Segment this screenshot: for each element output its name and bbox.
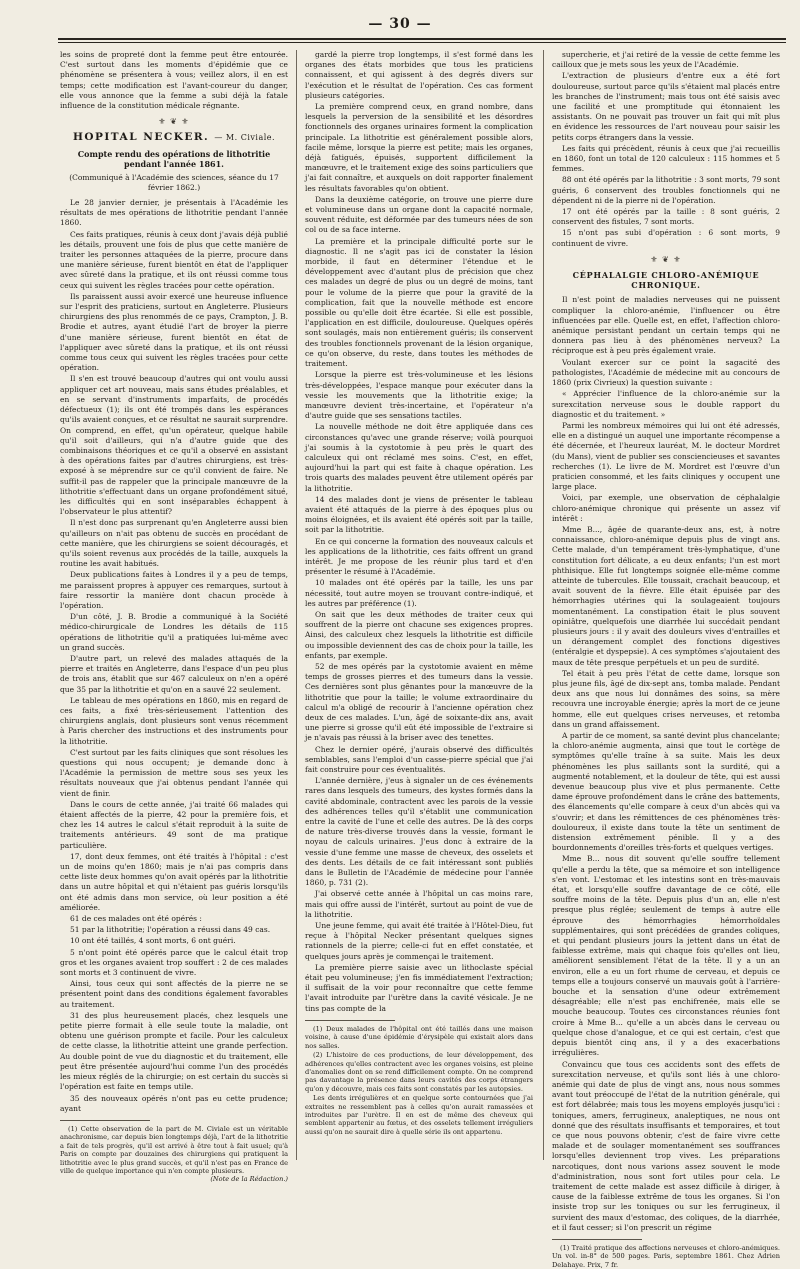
paragraph: 15 n'ont pas subi d'opération : 6 sont morts, 9 continuent de vivre. [552, 228, 780, 248]
column-middle [305, 50, 533, 1168]
paragraph: 35 des nouveaux opérés n'ont pas eu cette prudence; ayant [60, 1093, 288, 1113]
paragraph: Il n'est donc pas surprenant qu'en Angleterre aussi bien qu'ailleurs on n'ait pas obtenu de succès en procédant de cette manière, que les chirurgiens se soient découragés, et qu'ils soient revenus aux procédés de la taille, auxquels la routine les avait habitués. [60, 518, 288, 569]
paragraph-list [305, 50, 533, 1014]
paragraph: Ainsi, tous ceux qui sont affectés de la pierre ne se présentent point dans des conditions également favorables au traitement. [60, 979, 288, 1009]
footnote-text: (1) Cette observation de la part de M. Civiale est un véritable anachronisme, car depuis bien longtemps déjà, l'art de la lithotritie a fait de tels progrès, qu'il est arrivé à être tout à fait usuel; qu'à Paris on compte par douzaines des chirurgiens qui pratiquent la lithotritie avec le plus grand succès, et qu'il n'est pas en France de ville de quelque importance qui n'en compte plusieurs. [60, 1124, 288, 1175]
paragraph: C'est surtout par les faits cliniques que sont résolues les questions qui nous occupent; je demande donc à l'Académie la permission de mettre sous ses yeux les résultats nouveaux que j'ai obtenus pendant l'année qui vient de finir. [60, 747, 288, 798]
section-title [60, 132, 288, 143]
paragraph: A partir de ce moment, sa santé devint plus chancelante; la chloro-anémie augmenta, ainsi que tout le cortège de symptômes qu'elle traîne à sa suite. Mais les deux phénomènes les plus saillants sont la surdité, qui a augmenté notablement, et la douleur de tête, qui est aussi devenue beaucoup plus vive et plus permanente. Cette dame éprouve profondément dans le crâne des battements, des élancements qu'elle compare à ceux d'un abcès qui va s'ouvrir; et dans les rémittences de ces phénomènes très-douloureux, il existe dans toute la tête un sentiment de distension extrêmement pénible. Il y a des bourdonnements d'oreilles très-forts et quelques vertiges. [552, 731, 780, 853]
header-rule [58, 38, 786, 40]
paragraph: Il s'en est trouvé beaucoup d'autres qui ont voulu aussi appliquer cet art nouveau, mais sans études préalables, et en se servant d'instruments imparfaits, de procédés défectueux (1); ils ont été trompés dans les espérances qu'ils avaient conçues, et ce résultat ne saurait surprendre. On comprend, en effet, qu'un opérateur, quelque habile qu'il soit d'ailleurs, qui n'a d'autre guide que des combinaisons théoriques et ce qu'il a observé en assistant à des opérations faites par d'autres chirurgiens, est très-exposé à se méprendre sur ce qu'il convient de faire. Ne suffit-il pas de rappeler que la principale manœuvre de la lithotritie s'effectuant dans un organe profondément situé, les difficultés qui en sont inséparables échappent à l'observateur le plus attentif? [60, 374, 288, 517]
paragraph: 10 ont été taillés, 4 sont morts, 6 ont guéri. [70, 936, 236, 946]
header-rule-thin [58, 42, 786, 43]
footnote [60, 1124, 288, 1184]
paragraph: La nouvelle méthode ne doit être appliquée dans ces circonstances qu'avec une grande réserve; voilà pourquoi j'ai soumis à la cystotomie à peu près le quart des calculeux qui ont réclamé mes soins. C'est, en effet, aujourd'hui la part qui est faite à chaque opération. Les trois quarts des malades peuvent être utilement opérés par la lithotritie. [305, 422, 533, 493]
footnote-rule [60, 1120, 150, 1121]
paragraph: La première pierre saisie avec un lithoclaste spécial était peu volumineuse; j'en fis immédiatement l'extraction; il suffisait de la voir pour reconnaître que cette femme l'avait introduite par l'urètre dans la cavité vésicale. Je ne tins pas compte de la [305, 962, 533, 1013]
column-separator [543, 50, 544, 1160]
paragraph: 31 des plus heureusement placés, chez lesquels une petite pierre formait à elle seule toute la maladie, ont obtenu une guérison prompte et facile. Pour les calculeux de cette classe, la lithotritie atteint une grande perfection. Au double point de vue du diagnostic et du traitement, elle peut être présentée aujourd'hui comme l'un des procédés les mieux réglés de la chirurgie; on est certain du succès si l'opération est faite en temps utile. [60, 1010, 288, 1092]
paragraph: 51 par la lithotritie; l'opération a réussi dans 49 cas. [70, 925, 271, 935]
paragraph: Voulant exercer sur ce point la sagacité des pathologistes, l'Académie de médecine mit au concours de 1860 (prix Civrieux) la question suivante : [552, 357, 780, 388]
paragraph: gardé la pierre trop longtemps, il s'est formé dans les organes des états morbides que tous les praticiens connaissent, et qui agissent à des degrés divers sur l'exécution et le résultat de l'opération. Ces cas forment plusieurs catégories. [305, 50, 533, 100]
ornament-divider: ⚜ ❦ ⚜ [650, 254, 682, 264]
footnote: (1) Traité pratique des affections nerveuses et chloro-anémiques. Un vol. in-8° de 500 pages. Paris, septembre 1861. Chez Adrien Delahaye. Prix, 7 fr. [552, 1243, 780, 1269]
paragraph: Le 28 janvier dernier, je présentais à l'Académie les résultats de mes opérations de lithotritie pendant l'année 1860. [60, 198, 288, 228]
paragraph: D'un côté, J. B. Brodie a communiqué à la Société médico-chirurgicale de Londres les détails de 115 opérations de lithotritie qu'il a pratiquées lui-même avec un grand succès. [60, 612, 288, 652]
paragraph: Ces faits pratiques, réunis à ceux dont j'avais déjà publié les détails, prouvent une fois de plus que cette manière de traiter les personnes attaquées de la pierre, procure dans une manière sérieuse, furent bientôt en état de l'appliquer avec sûreté dans la pratique, et ils ont réussi comme tous ceux qui suivent les règles tracées pour cette opération. [60, 229, 288, 290]
footnote-rule [552, 1239, 642, 1240]
footnote-list [305, 1025, 533, 1136]
column-left [60, 50, 288, 1184]
paragraph: Les faits qui précèdent, réunis à ceux que j'ai recueillis en 1860, font un total de 120 calculeux : 115 hommes et 5 femmes. [552, 143, 780, 174]
paragraph: L'année dernière, j'eus à signaler un de ces événements rares dans lesquels des tumeurs, des kystes formés dans la cavité abdominale, contractent avec les parois de la vessie des adhérences telles qu'il s'établit une communication entre la cavité de l'une et celle des autres. De là des corps de nature très-diverse trouvés dans la vessie, formant le noyau de calculs urinaires. J'eus donc à extraire de la vessie d'une femme une masse de cheveux, des osselets et des dents. Les détails de ce fait intéressant sont publiés dans le Bulletin de l'Académie de médecine pour l'année 1860, p. 731 (2). [305, 776, 533, 888]
paragraph-list [552, 295, 780, 1232]
paragraph-list [552, 50, 780, 249]
paragraph: Une jeune femme, qui avait été traitée à l'Hôtel-Dieu, fut reçue à l'hôpital Necker présentant quelques signes rationnels de la pierre; celle-ci fut en effet constatée, et quelques jours après je commençai le traitement. [305, 921, 533, 961]
section-subtitle: Compte rendu des opérations de lithotritie pendant l'année 1861. [77, 148, 271, 169]
paragraph: les soins de propreté dont la femme peut être entourée. C'est surtout dans les moments d'épidémie que ce phénomène se présentera à vous; veillez alors, il en est temps; cette modification est l'avant-coureur du danger, elle vous annonce que la femme a subi déjà la fatale influence de la constitution médicale régnante. [60, 50, 288, 111]
paragraph: « Apprécier l'influence de la chloro-anémie sur la surexcitation nerveuse sous le double rapport du diagnostic et du traitement. » [552, 389, 780, 419]
section-title: CÉPHALALGIE CHLORO-ANÉMIQUE CHRONIQUE. [572, 270, 760, 291]
paragraph: On sait que les deux méthodes de traiter ceux qui souffrent de la pierre ont chacune ses exigences propres. Ainsi, des calculeux chez lesquels la lithotritie est difficile ou impossible deviennent des cas de choix pour la taille, les enfants, par exemple. [305, 609, 533, 660]
column-right [552, 50, 780, 1269]
footnote-signature: (Note de la Rédaction.) [210, 1175, 288, 1184]
paragraph: Mme B..., âgée de quarante-deux ans, est, à notre connaissance, chloro-anémique depuis plus de vingt ans. Cette malade, d'un tempérament très-lymphatique, d'une constitution fort délicate, a eu deux enfants; l'un est mort phthisique. Elle fut longtemps soignée elle-même comme atteinte de tubercules. Elle toussait, crachait beaucoup, et avait souvent de la fièvre. Elle était épuisée par des hémorrhagies utérines qui la soulageaient toujours momentanément. La constipation était le plus souvent opiniâtre, quelquefois une diarrhée lui succédait pendant plusieurs jours : il y avait des douleurs vives d'entrailles et un dérangement complet des fonctions digestives (entéralgie et dyspepsie). A ces symptômes s'ajoutaient des maux de tête presque perpétuels et un peu de surdité. [552, 524, 780, 667]
paragraph: Dans le cours de cette année, j'ai traité 66 malades qui étaient affectés de la pierre, 42 pour la première fois, et chez les 14 autres le calcul s'était reproduit à la suite de traitements antérieurs. 49 sont de ma pratique particulière. [60, 799, 288, 850]
footnote: Les dents irrégulières et en quelque sorte contournées que j'ai extraites ne ressemblent pas à celles qu'on aurait ramassées et introduites par l'urètre. Il en est de même des cheveux qui semblent appartenir au fœtus, et des osselets tellement irréguliers aussi qu'on ne saurait dire à quelle série ils ont appartenu. [305, 1094, 533, 1136]
paragraph: En ce qui concerne la formation des nouveaux calculs et les applications de la lithotritie, ces faits offrent un grand intérêt. Je me propose de les réunir plus tard et d'en présenter le résumé à l'Académie. [305, 536, 533, 577]
paragraph: Le tableau de mes opérations en 1860, mis en regard de ces faits, a fixé très-sérieusement l'attention des chirurgiens anglais, dont plusieurs sont venus récemment à Paris chercher des instructions et des instruments pour la lithotritie. [60, 695, 288, 746]
footnote: (1) Deux malades de l'hôpital ont été taillés dans une maison voisine, à cause d'une épidémie d'érysipèle qui existait alors dans nos salles. [305, 1024, 533, 1050]
paragraph-list [60, 198, 288, 1114]
section-title-text: HOPITAL NECKER. [72, 131, 210, 144]
paragraph: 5 n'ont point été opérés parce que le calcul était trop gros et les organes avaient trop souffert : 2 de ces malades sont morts et 3 continuent de vivre. [60, 947, 288, 978]
paragraph: 17, dont deux femmes, ont été traités à l'hôpital : c'est un de moins qu'en 1860; mais je n'ai pas compris dans cette liste deux hommes qu'on avait opérés par la lithotritie dans un autre hôpital et qui n'étaient pas guéris lorsqu'ils ont été admis dans mon service, où leur position a été améliorée. [60, 851, 288, 912]
footnote: (2) L'histoire de ces productions, de leur développement, des adhérences qu'elles contractent avec les organes voisins, est pleine d'anomalies dont on se rend difficilement compte. On ne comprend pas davantage la présence dans leurs cavités des corps étrangers qu'on y découvre, mais ces faits sont constatés par les autopsies. [305, 1051, 533, 1093]
paragraph: J'ai observé cette année à l'hôpital un cas moins rare, mais qui offre aussi de l'intérêt, surtout au point de vue de la lithotritie. [305, 889, 533, 919]
paragraph: La première comprend ceux, en grand nombre, dans lesquels la perversion de la sensibilité et les désordres fonctionnels des organes urinaires forment la complication principale. La lithotritie est généralement possible alors, facile même, lorsque la pierre est petite; mais les organes, déjà fatigués, épuisés, supportent difficilement la manœuvre, et le traitement exige des soins particuliers que j'ai fait connaître, et auxquels on doit rapporter finalement les résultats favorables qu'on obtient. [305, 102, 533, 193]
paragraph: Dans la deuxième catégorie, on trouve une pierre dure et volumineuse dans un organe dont la capacité normale, souvent réduite, est déformée par des tumeurs nées de son col ou de sa face interne. [305, 194, 533, 235]
paragraph: L'extraction de plusieurs d'entre eux a été fort douloureuse, surtout parce qu'ils s'étaient mal placés entre les branches de l'instrument; mais tous ont été saisis avec une facilité et une promptitude qui étonnaient les assistants. On ne pouvait pas trouver un fait qui mît plus en évidence les ressources de l'art nouveau pour saisir les petits corps étrangers dans la vessie. [552, 71, 780, 142]
paragraph: Tel était à peu près l'état de cette dame, lorsque son plus jeune fils, âgé de dix-sept ans, tomba malade. Pendant deux ans que nous lui donnâmes des soins, sa mère recouvra une incroyable énergie; après la mort de ce jeune homme, elle eut quelques crises nerveuses, et retomba dans un grand affaissement. [552, 668, 780, 729]
paragraph: 14 des malades dont je viens de présenter le tableau avaient été attaqués de la pierre à des époques plus ou moins éloignées, et ils avaient été opérés soit par la taille, soit par la lithotritie. [305, 494, 533, 535]
paragraph: Convaincu que tous ces accidents sont des effets de surexcitation nerveuse, et qu'ils sont liés à une chloro-anémie qui date de plus de vingt ans, nous nous sommes avant tout préoccupé de l'état de la nutrition générale, qui est fort délabrée; mais tous les moyens employés jusqu'ici : toniques, amers, ferrugineux, analeptiques, ne nous ont donné que des résultats insuffisants et temporaires, et tout ce que nous pouvons obtenir, c'est de faire vivre cette malade et de soulager momentanément ses souffrances lorsqu'elles deviennent trop vives. Les préparations narcotiques, dont nous varions assez souvent le mode d'administration, nous sont fort utiles pour cela. Le traitement de cette malade est assez difficile à diriger, à cause de la faiblesse extrême de tous les organes. Si l'on insiste trop sur les toniques ou sur les ferrugineux, il survient des maux d'estomac, des coliques, de la diarrhée, et il faut cesser; si l'on prescrit un régime [552, 1059, 780, 1232]
paragraph: 88 ont été opérés par la lithotritie : 3 sont morts, 79 sont guéris, 6 conservent des troubles fonctionnels qui ne dépendent ni de la pierre ni de l'opération. [552, 175, 780, 205]
paragraph: Mme B... nous dit souvent qu'elle souffre tellement qu'elle a perdu la tête, que sa mémoire et son intelligence s'en vont. L'estomac et les intestins sont en très-mauvais état, et lorsqu'elle souffre davantage de ce côté, elle souffre moins de la tête. Depuis plus d'un an, elle n'est presque plus réglée; seulement de temps à autre elle éprouve des hémorrhagies hémorrhoïdales supplémentaires, qui sont précédées de grandes coliques, et qui pendant plusieurs jours la jettent dans un état de faiblesse extrême, mais qui chaque fois qu'elles ont lieu, améliorent sensiblement l'état de la tête. Il y a un an environ, elle a eu un fort rhume de cerveau, et depuis ce temps elle a toujours conservé un mauvais goût à l'arrière-bouche et la sensation d'une odeur extrêmement désagréable; elle n'est pas enchifrenée, mais elle se mouche beaucoup. Toutes ces circonstances réunies font croire à Mme B... qu'elle a un abcès dans le cerveau ou quelque chose d'analogue, et ce qui est certain, c'est que depuis bientôt cinq ans, il y a des exacerbations irrégulières. [552, 854, 780, 1058]
footnote-rule [305, 1020, 395, 1021]
paragraph: Ils paraissent aussi avoir exercé une heureuse influence sur l'esprit des praticiens, surtout en Angleterre. Plusieurs chirurgiens des plus renommés de ce pays, Crampton, J. B. Brodie et autres, ayant étudié l'art de broyer la pierre d'une manière sérieuse, furent bientôt en état de l'appliquer avec sûreté dans la pratique, et ils ont réussi comme tous ceux qui suivent les règles tracées pour cette opération. [60, 291, 288, 373]
paragraph: Chez le dernier opéré, j'aurais observé des difficultés semblables, sans l'emploi d'un casse-pierre spécial que j'ai fait construire pour ces éventualités. [305, 744, 533, 775]
paragraph: supercherie, et j'ai retiré de la vessie de cette femme les cailloux que je mets sous les yeux de l'Académie. [552, 50, 780, 70]
paragraph: Lorsque la pierre est très-volumineuse et les lésions très-développées, l'espace manque pour exécuter dans la vessie les mouvements que la lithotritie exige; la manœuvre devient très-incertaine, et l'opérateur n'a d'autre guide que ses sensations tactiles. [305, 370, 533, 421]
paragraph: Voici, par exemple, une observation de céphalalgie chloro-anémique chronique qui présente un assez vif intérêt : [552, 493, 780, 523]
paragraph: 52 de mes opérés par la cystotomie avaient en même temps de grosses pierres et des tumeurs dans la vessie. Ces dernières sont plus gênantes pour la manœuvre de la lithotritie que pour la taille; le volume extraordinaire du calcul m'a obligé de recourir à l'ancienne opération chez deux de ces malades. L'un, âgé de soixante-dix ans, avait une pierre si grosse qu'il eût été impossible de l'extraire si je n'avais pas réussi à la briser avec des tenettes. [305, 661, 533, 743]
paragraph: La première et la principale difficulté porte sur le diagnostic. Il ne s'agit pas ici de constater la lésion morbide, il faut en déterminer l'étendue et le développement avec d'autant plus de précision que chez ces malades un degré de plus ou un degré de moins, tant pour le volume de la pierre que pour la gravité de la complication, fait que la nouvelle méthode est encore possible ou qu'elle doit être écartée. Si elle est possible, l'application en est difficile, douloureuse. Quelques opérés sont soulagés, mais non entièrement guéris; ils conservent des troubles fonctionnels provenant de la lésion organique, ce qu'on observe, du reste, dans toutes les méthodes de traitement. [305, 236, 533, 369]
paragraph: 10 malades ont été opérés par la taille, les uns par nécessité, tout autre moyen se trouvant contre-indiqué, et les autres par préférence (1). [305, 578, 533, 608]
ornament-divider: ⚜ ❦ ⚜ [158, 117, 190, 127]
paragraph: 61 de ces malades ont été opérés : [70, 914, 202, 924]
paragraph: 17 ont été opérés par la taille : 8 sont guéris, 2 conservent des fistules, 7 sont morts. [552, 207, 780, 227]
paragraph: Il n'est point de maladies nerveuses qui ne puissent compliquer la chloro-anémie, l'influencer ou être influencées par elle. Quelle est, en effet, l'affection chloro-anémique persistant pendant un certain temps qui ne donnera pas lieu à des phénomènes nerveux? La réciproque est à peu près également vraie. [552, 295, 780, 356]
paragraph: D'autre part, un relevé des malades attaqués de la pierre et traités en Angleterre, dans l'espace d'un peu plus de trois ans, établit que sur 467 calculeux on n'en a opéré que 35 par la lithotritie et qu'on en a sauvé 22 seulement. [60, 653, 288, 694]
section-author: — M. Civiale. [214, 133, 276, 143]
paragraph: Deux publications faites à Londres il y a peu de temps, me paraissent propres à appuyer ces remarques, surtout à faire ressortir la manière dont chacun procède à l'opération. [60, 570, 288, 610]
section-source-note: (Communiqué à l'Académie des sciences, séance du 17 février 1862.) [69, 172, 279, 192]
paragraph: Parmi les nombreux mémoires qui lui ont été adressés, elle en a distingué un auquel une importante récompense a été décernée, et l'heureux lauréat, M. le docteur Mordret (du Mans), vient de publier ses consciencieuses et savantes recherches (1). Le livre de M. Mordret est l'œuvre d'un praticien consommé, et les faits cliniques y occupent une large place. [552, 420, 780, 492]
column-separator [296, 50, 297, 1160]
page-number: — 30 — [368, 16, 432, 32]
